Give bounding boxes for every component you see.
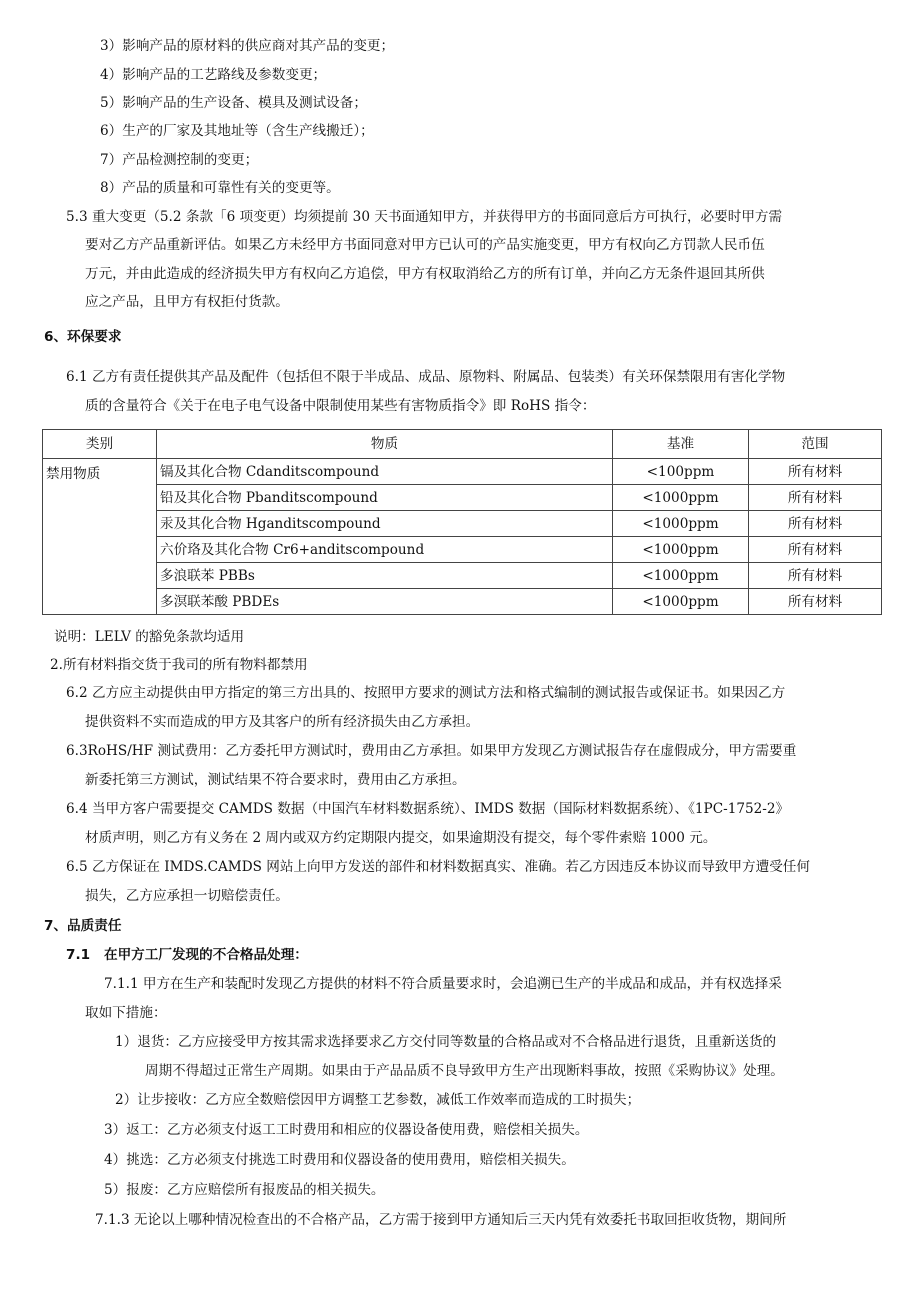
table-row — [43, 563, 882, 589]
limit-cell: <1000ppm — [613, 537, 749, 563]
header-scope: 范围 — [749, 430, 882, 459]
measure-sorting: 4）挑选：乙方必须支付挑选工时费用和仪器设备的使用费用，赔偿相关损失。 — [104, 1152, 575, 1168]
measure-rework: 3）返工：乙方必须支付返工工时费用和相应的仪器设备使用费，赔偿相关损失。 — [104, 1122, 589, 1138]
table-header-row — [43, 430, 882, 459]
table-note-2: 2.所有材料指交货于我司的所有物料都禁用 — [50, 657, 308, 673]
change-item-6: 6）生产的厂家及其地址等（含生产线搬迁）； — [100, 123, 374, 139]
table-row — [43, 511, 882, 537]
substance-cell: 多浪联苯 PBBs — [157, 563, 613, 589]
measure-scrap: 5）报废：乙方应赔偿所有报废品的相关损失。 — [104, 1182, 385, 1198]
limit-cell: <1000ppm — [613, 563, 749, 589]
measure-return-line-2: 周期不得超过正常生产周期。如果由于产品品质不良导致甲方生产出现断料事故，按照《采购协议》处理。 — [145, 1063, 784, 1079]
header-limit: 基准 — [613, 430, 749, 459]
subsection-7-1-number: 7.1 — [66, 947, 91, 963]
section-6-heading: 6、环保要求 — [44, 329, 122, 345]
table-row — [43, 537, 882, 563]
clause-5-3-line-4: 应之产品，且甲方有权拒付货款。 — [85, 294, 289, 310]
scope-cell: 所有材料 — [749, 563, 882, 589]
substance-cell: 铅及其化合物 Pbanditscompound — [157, 485, 613, 511]
clause-6-4-line-2: 材质声明，则乙方有义务在 2 周内或双方约定期限内提交，如果逾期没有提交，每个零件索赔 1000 元。 — [85, 830, 717, 846]
substance-cell: 多溟联苯酸 PBDEs — [157, 589, 613, 615]
clause-6-3-line-1: 6.3RoHS/HF 测试费用：乙方委托甲方测试时，费用由乙方承担。如果甲方发现乙方测试报告存在虚假成分，甲方需要重 — [66, 743, 797, 759]
clause-6-5-line-1: 6.5 乙方保证在 IMDS.CAMDS 网站上向甲方发送的部件和材料数据真实、准确。若乙方因违反本协议而导致甲方遭受任何 — [66, 859, 810, 875]
clause-6-2-line-1: 6.2 乙方应主动提供由甲方指定的第三方出具的、按照甲方要求的测试方法和格式编制的测试报告或保证书。如果因乙方 — [66, 685, 786, 701]
table-row — [43, 485, 882, 511]
category-cell: 禁用物质 — [43, 459, 157, 615]
limit-cell: <100ppm — [613, 459, 749, 485]
clause-6-2-line-2: 提供资料不实而造成的甲方及其客户的所有经济损失由乙方承担。 — [85, 714, 480, 730]
clause-7-1-1-line-2: 取如下措施： — [85, 1005, 167, 1021]
clause-6-3-line-2: 新委托第三方测试，测试结果不符合要求时，费用由乙方承担。 — [85, 772, 466, 788]
change-item-8: 8）产品的质量和可靠性有关的变更等。 — [100, 180, 340, 196]
section-7-heading: 7、品质责任 — [44, 918, 122, 934]
change-item-5: 5）影响产品的生产设备、模具及测试设备； — [100, 95, 367, 111]
clause-6-4-line-1: 6.4 当甲方客户需要提交 CAMDS 数据（中国汽车材料数据系统）、IMDS 数据（国际材料数据系统）、《1PC-1752-2》 — [66, 801, 790, 817]
rohs-substance-table — [42, 429, 882, 615]
limit-cell: <1000ppm — [613, 485, 749, 511]
scope-cell: 所有材料 — [749, 589, 882, 615]
table-row — [43, 459, 882, 485]
clause-6-1-line-2: 质的含量符合《关于在电子电气设备中限制使用某些有害物质指令》即 RoHS 指令： — [85, 398, 596, 414]
limit-cell: <1000ppm — [613, 589, 749, 615]
scope-cell: 所有材料 — [749, 459, 882, 485]
change-item-7: 7）产品检测控制的变更； — [100, 152, 259, 168]
scope-cell: 所有材料 — [749, 537, 882, 563]
limit-cell: <1000ppm — [613, 511, 749, 537]
change-item-3: 3）影响产品的原材料的供应商对其产品的变更； — [100, 38, 395, 54]
measure-return-line-1: 1）退货：乙方应接受甲方按其需求选择要求乙方交付同等数量的合格品或对不合格品进行退货，且重新送货的 — [115, 1034, 777, 1050]
clause-5-3-line-2: 要对乙方产品重新评估。如果乙方未经甲方书面同意对甲方已认可的产品实施变更，甲方有权向乙方罚款人民币伍 — [85, 237, 765, 253]
header-substance: 物质 — [157, 430, 613, 459]
clause-7-1-3-line-1: 7.1.3 无论以上哪种情况检查出的不合格产品，乙方需于接到甲方通知后三天内凭有效委托书取回拒收货物，期间所 — [95, 1212, 787, 1228]
scope-cell: 所有材料 — [749, 511, 882, 537]
table-row — [43, 589, 882, 615]
subsection-7-1-title: 在甲方工厂发现的不合格品处理： — [104, 947, 308, 963]
substance-cell: 汞及其化合物 Hganditscompound — [157, 511, 613, 537]
table-note-1: 说明：LELV 的豁免条款均适用 — [54, 629, 245, 645]
clause-7-1-1-line-1: 7.1.1 甲方在生产和装配时发现乙方提供的材料不符合质量要求时，会追溯已生产的半成品和成品，并有权选择采 — [104, 976, 782, 992]
substance-cell: 六价珞及其化合物 Cr6+anditscompound — [157, 537, 613, 563]
clause-6-1-line-1: 6.1 乙方有责任提供其产品及配件（包括但不限于半成品、成品、原物料、附属品、包装类）有关环保禁限用有害化学物 — [66, 369, 786, 385]
measure-concession: 2）让步接收：乙方应全数赔偿因甲方调整工艺参数，减低工作效率而造成的工时损失； — [115, 1092, 641, 1108]
scope-cell: 所有材料 — [749, 485, 882, 511]
clause-5-3-line-1: 5.3 重大变更（5.2 条款「6 项变更）均须提前 30 天书面通知甲方，并获得甲方的书面同意后方可执行，必要时甲方需 — [66, 209, 783, 225]
substance-cell: 镉及其化合物 Cdanditscompound — [157, 459, 613, 485]
change-item-4: 4）影响产品的工艺路线及参数变更； — [100, 67, 327, 83]
clause-6-5-line-2: 损失，乙方应承担一切赔偿责任。 — [85, 888, 289, 904]
clause-5-3-line-3: 万元，并由此造成的经济损失甲方有权向乙方追偿，甲方有权取消给乙方的所有订单，并向乙方无条件退回其所供 — [85, 266, 765, 282]
header-category: 类别 — [43, 430, 157, 459]
